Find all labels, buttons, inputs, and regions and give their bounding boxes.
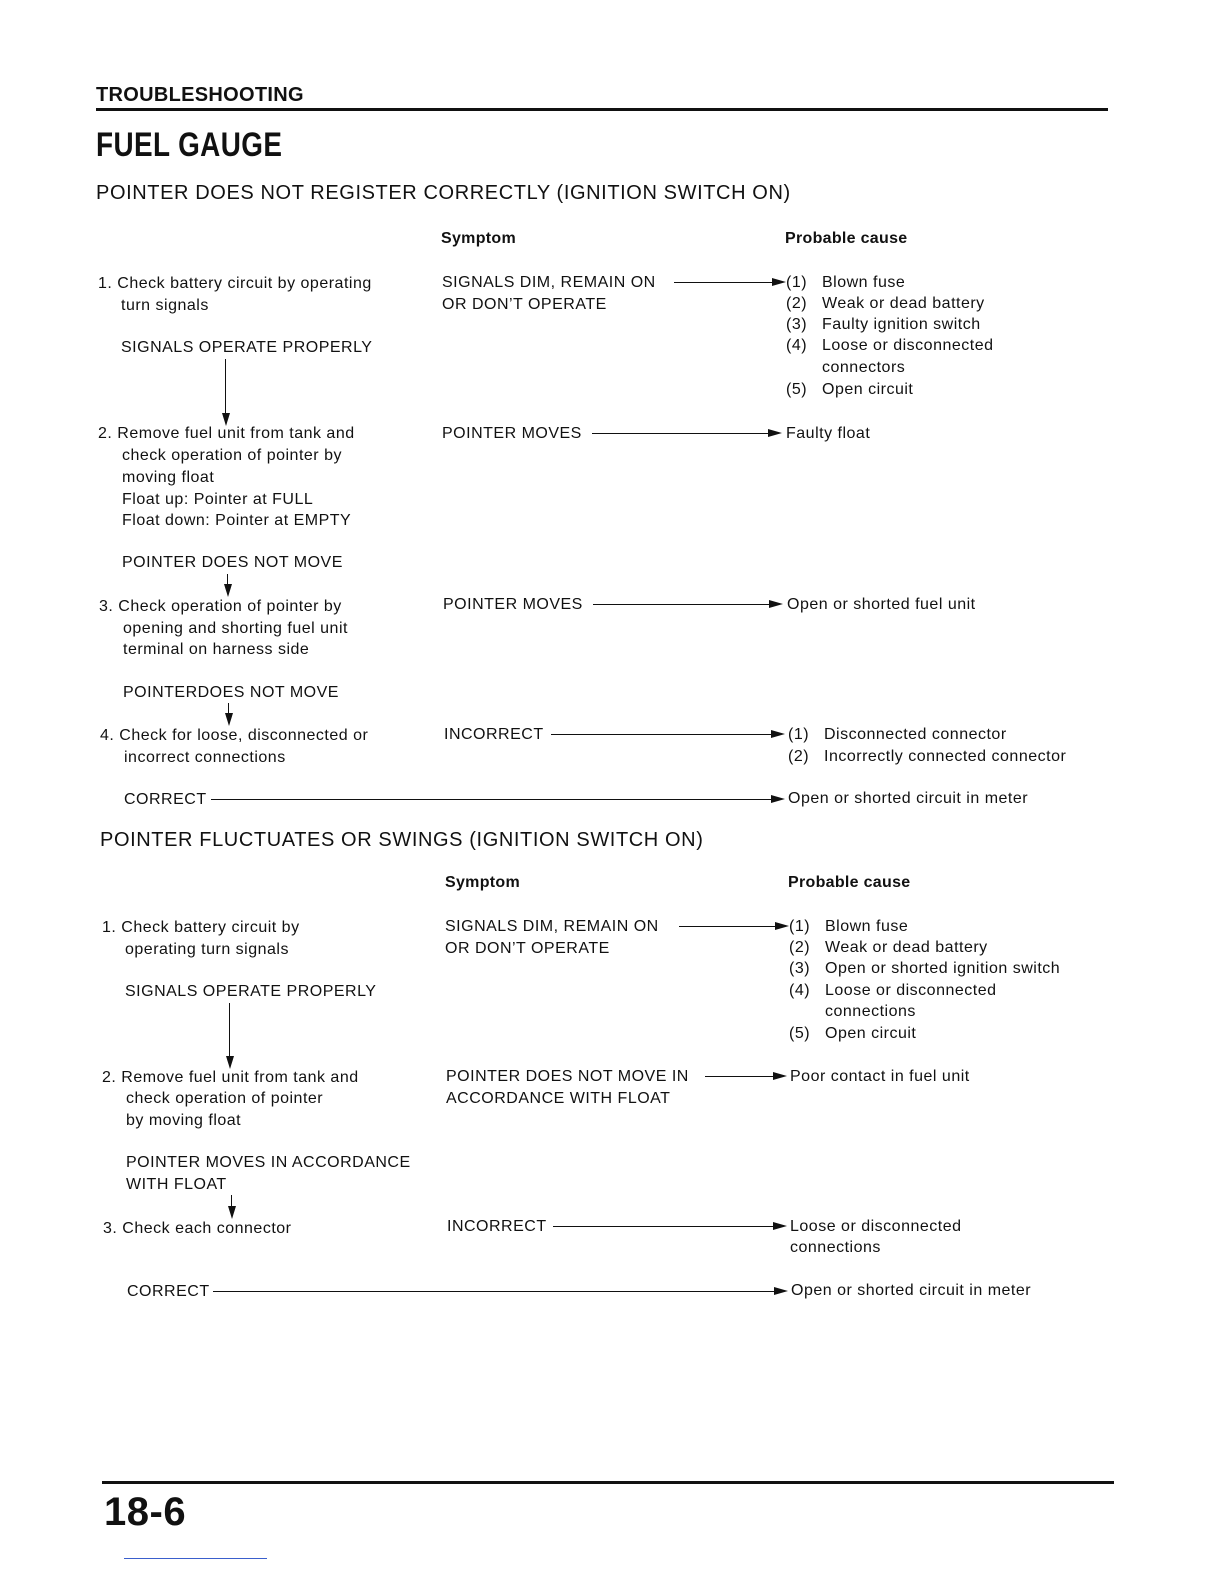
s2-step3-line1: 3. Check each connector <box>103 1220 292 1237</box>
s2-step3-arrow-line <box>553 1226 773 1227</box>
s1-cause-4b: connectors <box>822 359 906 376</box>
s1-step3-arrowhead <box>769 600 783 608</box>
page-number: 18-6 <box>104 1490 187 1534</box>
section1-cause-header: Probable cause <box>785 230 908 247</box>
section2-cause-header: Probable cause <box>788 874 911 891</box>
s1-step1-arrowhead <box>772 278 786 286</box>
s2-cause-2: (2) Weak or dead battery <box>789 939 988 956</box>
s2-correct-cause: Open or shorted circuit in meter <box>791 1282 1032 1299</box>
s1-step4-line2: incorrect connections <box>124 749 286 766</box>
s1-step1-line1: 1. Check battery circuit by operating <box>98 275 372 292</box>
s1-step2-line5: Float down: Pointer at EMPTY <box>122 512 352 529</box>
s1-step1-line2: turn signals <box>121 297 209 314</box>
s2-step2-symptom-line1: POINTER DOES NOT MOVE IN <box>446 1068 689 1085</box>
s1-step1-arrow-line <box>674 282 774 283</box>
s2-step2-cause: Poor contact in fuel unit <box>790 1068 970 1085</box>
footer-rule <box>102 1481 1114 1484</box>
s1-step4-symptom: INCORRECT <box>444 726 544 743</box>
s2-correct-arrowhead <box>774 1287 788 1295</box>
s1-step4-line1: 4. Check for loose, disconnected or <box>100 727 369 744</box>
section1-symptom-header: Symptom <box>441 230 516 247</box>
s1-step3-cause: Open or shorted fuel unit <box>787 596 976 613</box>
s2-step3-cause-line2: connections <box>790 1239 881 1256</box>
s2-step2-arrowhead <box>773 1072 787 1080</box>
s1-step1-symptom-line1: SIGNALS DIM, REMAIN ON <box>442 274 656 291</box>
s1-step1-ok: SIGNALS OPERATE PROPERLY <box>121 339 373 356</box>
s1-correct-arrowhead <box>771 795 785 803</box>
s1-cause-3: (3) Faulty ignition switch <box>786 316 981 333</box>
s1-flow-line-1 <box>225 359 226 414</box>
s1-step2-cause: Faulty float <box>786 425 871 442</box>
s2-step2-symptom-line2: ACCORDANCE WITH FLOAT <box>446 1090 671 1107</box>
s1-step2-line2: check operation of pointer by <box>122 447 342 464</box>
header-rule <box>96 108 1108 111</box>
s1-step4-arrow-line <box>551 734 771 735</box>
s1-cause-1: (1) Blown fuse <box>786 274 906 291</box>
s1-step2-symptom: POINTER MOVES <box>442 425 582 442</box>
footer-link-underline <box>124 1558 267 1559</box>
s1-correct-cause: Open or shorted circuit in meter <box>788 790 1029 807</box>
s1-step3-arrow-line <box>593 604 769 605</box>
s1-step2-arrowhead <box>768 429 782 437</box>
s2-cause-4: (4) Loose or disconnected <box>789 982 997 999</box>
s2-step3-arrowhead <box>773 1222 787 1230</box>
s1-cause-5: (5) Open circuit <box>786 381 914 398</box>
s1-step2-ok: POINTER DOES NOT MOVE <box>122 554 343 571</box>
s2-step3-symptom: INCORRECT <box>447 1218 547 1235</box>
section2-heading: POINTER FLUCTUATES OR SWINGS (IGNITION SWITCH ON) <box>100 829 704 851</box>
s1-step3-line2: opening and shorting fuel unit <box>123 620 348 637</box>
s2-step1-symptom-line2: OR DON’T OPERATE <box>445 940 610 957</box>
section1-heading: POINTER DOES NOT REGISTER CORRECTLY (IGNITION SWITCH ON) <box>96 182 791 204</box>
section2-symptom-header: Symptom <box>445 874 520 891</box>
s2-cause-5: (5) Open circuit <box>789 1025 917 1042</box>
s1-cause-2: (2) Weak or dead battery <box>786 295 985 312</box>
s2-correct-arrow-line <box>213 1291 774 1292</box>
s2-cause-4b: connections <box>825 1003 916 1020</box>
s2-correct-label: CORRECT <box>127 1283 210 1300</box>
s1-step2-line3: moving float <box>122 469 215 486</box>
s2-step1-symptom-line1: SIGNALS DIM, REMAIN ON <box>445 918 659 935</box>
s1-step4-arrowhead <box>771 730 785 738</box>
s1-step2-line4: Float up: Pointer at FULL <box>122 491 314 508</box>
s1-step3-ok: POINTERDOES NOT MOVE <box>123 684 339 701</box>
s2-step1-arrow-line <box>679 926 775 927</box>
page-title: FUEL GAUGE <box>96 126 283 164</box>
s1-step2-line1: 2. Remove fuel unit from tank and <box>98 425 355 442</box>
s2-step2-ok-line1: POINTER MOVES IN ACCORDANCE <box>126 1154 411 1171</box>
s1-step3-symptom: POINTER MOVES <box>443 596 583 613</box>
s1-step2-arrow-line <box>592 433 768 434</box>
s2-step3-cause-line1: Loose or disconnected <box>790 1218 962 1235</box>
s1-correct-label: CORRECT <box>124 791 207 808</box>
s2-cause-1: (1) Blown fuse <box>789 918 909 935</box>
s2-step1-line1: 1. Check battery circuit by <box>102 919 300 936</box>
s1-step3-line3: terminal on harness side <box>123 641 310 658</box>
s2-flow-line-1 <box>229 1003 230 1057</box>
s2-step1-line2: operating turn signals <box>125 941 289 958</box>
s2-step2-line2: check operation of pointer <box>126 1090 324 1107</box>
s1-correct-arrow-line <box>211 799 771 800</box>
s2-step2-line3: by moving float <box>126 1112 242 1129</box>
section-label: TROUBLESHOOTING <box>96 84 304 106</box>
s1-step1-symptom-line2: OR DON’T OPERATE <box>442 296 607 313</box>
s1-cause-4: (4) Loose or disconnected <box>786 337 994 354</box>
s2-step2-arrow-line <box>705 1076 773 1077</box>
s2-step2-line1: 2. Remove fuel unit from tank and <box>102 1069 359 1086</box>
s2-step1-arrowhead <box>775 922 789 930</box>
s2-step2-ok-line2: WITH FLOAT <box>126 1176 227 1193</box>
s2-cause-3: (3) Open or shorted ignition switch <box>789 960 1061 977</box>
s1-step3-line1: 3. Check operation of pointer by <box>99 598 342 615</box>
s1-step4-cause-2: (2) Incorrectly connected connector <box>788 748 1067 765</box>
s1-step4-cause-1: (1) Disconnected connector <box>788 726 1007 743</box>
s2-step1-ok: SIGNALS OPERATE PROPERLY <box>125 983 377 1000</box>
